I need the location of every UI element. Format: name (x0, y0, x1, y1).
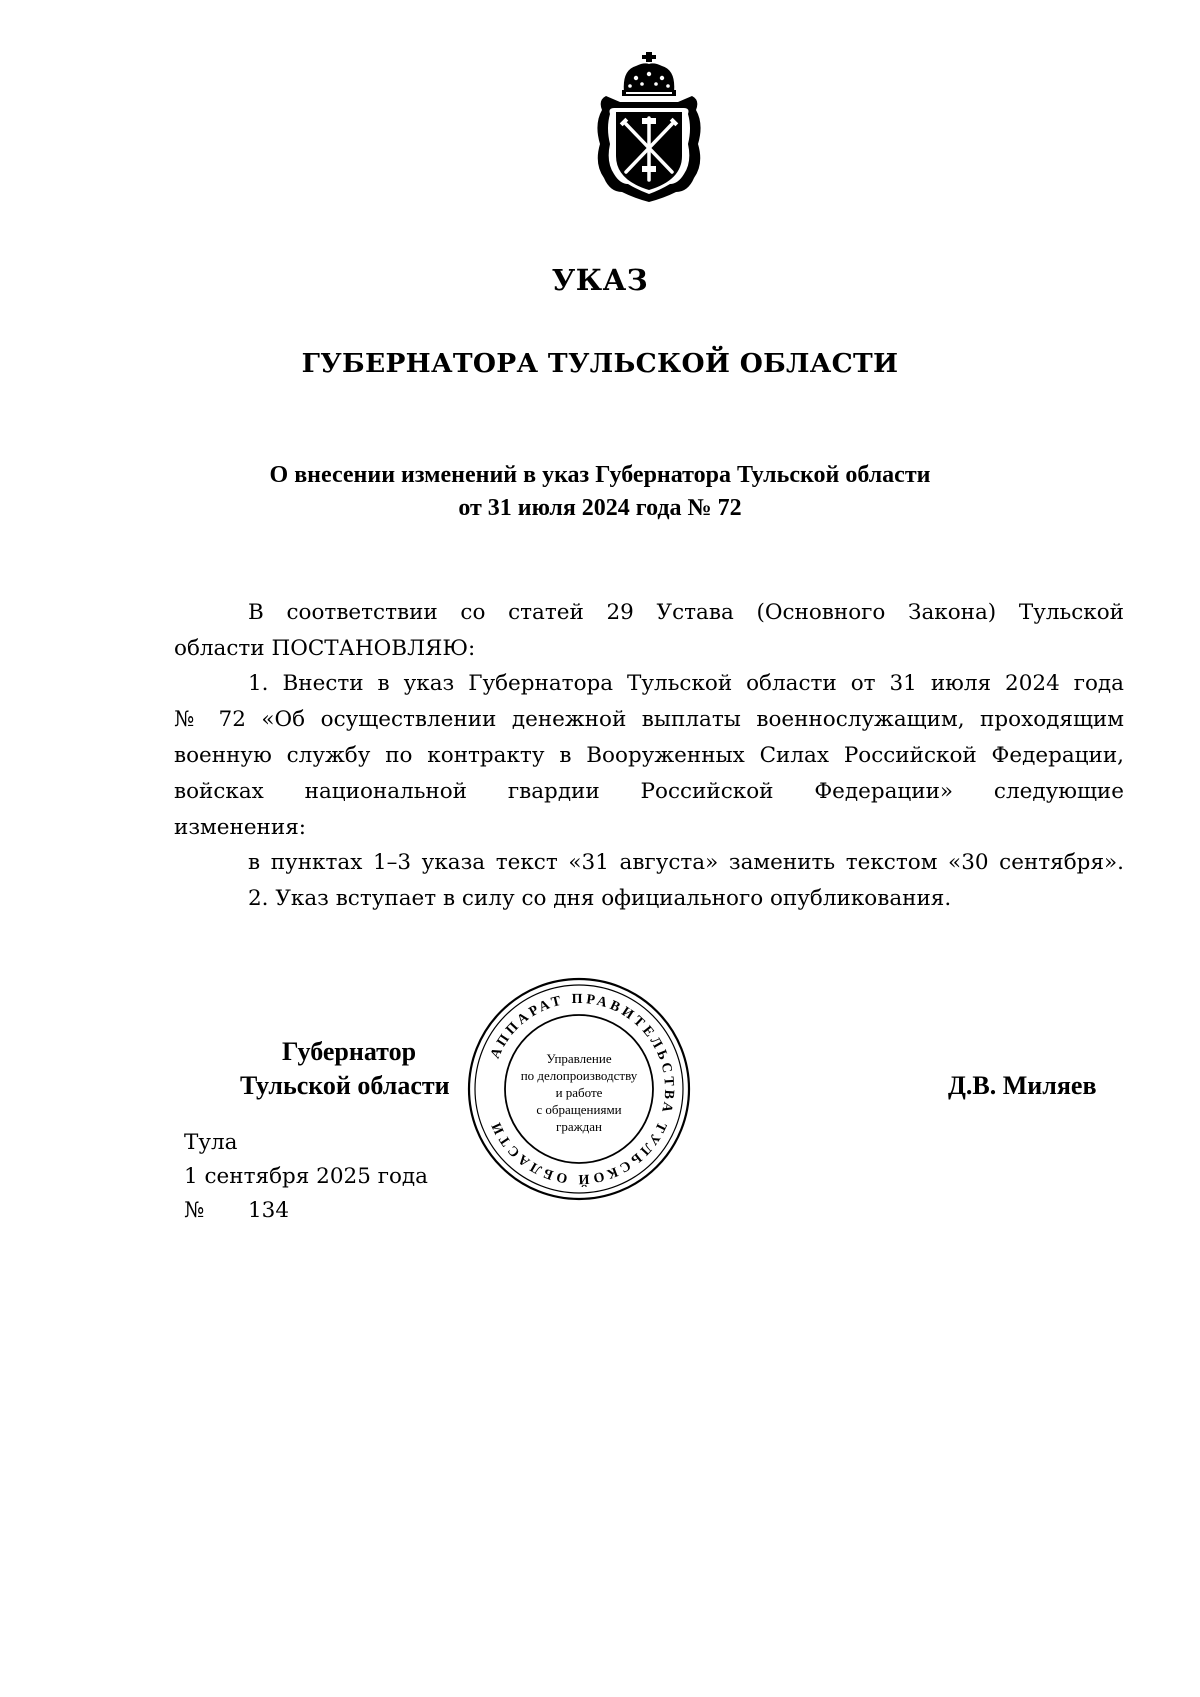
body-line: № 72 «Об осуществлении денежной выплаты военнослужащим, проходящим (174, 707, 1124, 732)
stamp-ring-text: АППАРАТ ПРАВИТЕЛЬСТВА ТУЛЬСКОЙ ОБЛАСТИ (487, 991, 677, 1187)
body-line: 1. Внести в указ Губернатора Тульской области от 31 июля 2024 года (248, 671, 1124, 696)
body-line: области ПОСТАНОВЛЯЮ: (174, 636, 476, 661)
document-number-label: № (184, 1198, 205, 1223)
issuer-heading: ГУБЕРНАТОРА ТУЛЬСКОЙ ОБЛАСТИ (301, 348, 899, 379)
document-number: 134 (248, 1198, 290, 1223)
body-line: войсках национальной гвардии Российской Федерации» следующие (174, 779, 1124, 804)
stamp-inner-line: Управление (546, 1051, 612, 1066)
stamp-inner-line: с обращениями (536, 1102, 622, 1117)
stamp-inner-line: и работе (555, 1085, 603, 1100)
body-line: 2. Указ вступает в силу со дня официального опубликования. (248, 886, 952, 911)
signatory-position-line-2: Тульской области (240, 1071, 450, 1100)
issue-date: 1 сентября 2025 года (184, 1164, 428, 1189)
official-stamp (466, 976, 692, 1202)
subject-line-2: от 31 июля 2024 года № 72 (458, 495, 742, 521)
signatory-position-line-1: Губернатор (282, 1037, 417, 1066)
stamp-inner-line: по делопроизводству (520, 1068, 638, 1083)
document-type-heading: УКАЗ (551, 263, 649, 297)
stamp-inner-line: граждан (556, 1119, 602, 1134)
body-line: В соответствии со статей 29 Устава (Основного Закона) Тульской (248, 600, 1124, 625)
coat-of-arms-icon (592, 52, 706, 204)
issue-city: Тула (184, 1130, 238, 1155)
body-line: в пунктах 1–3 указа текст «31 августа» заменить текстом «30 сентября». (248, 850, 1124, 875)
subject-line-1: О внесении изменений в указ Губернатора Тульской области (269, 462, 931, 488)
signatory-name: Д.В. Миляев (948, 1071, 1097, 1100)
body-line: военную службу по контракту в Вооруженных Силах Российской Федерации, (174, 743, 1124, 768)
body-line: изменения: (174, 815, 307, 840)
